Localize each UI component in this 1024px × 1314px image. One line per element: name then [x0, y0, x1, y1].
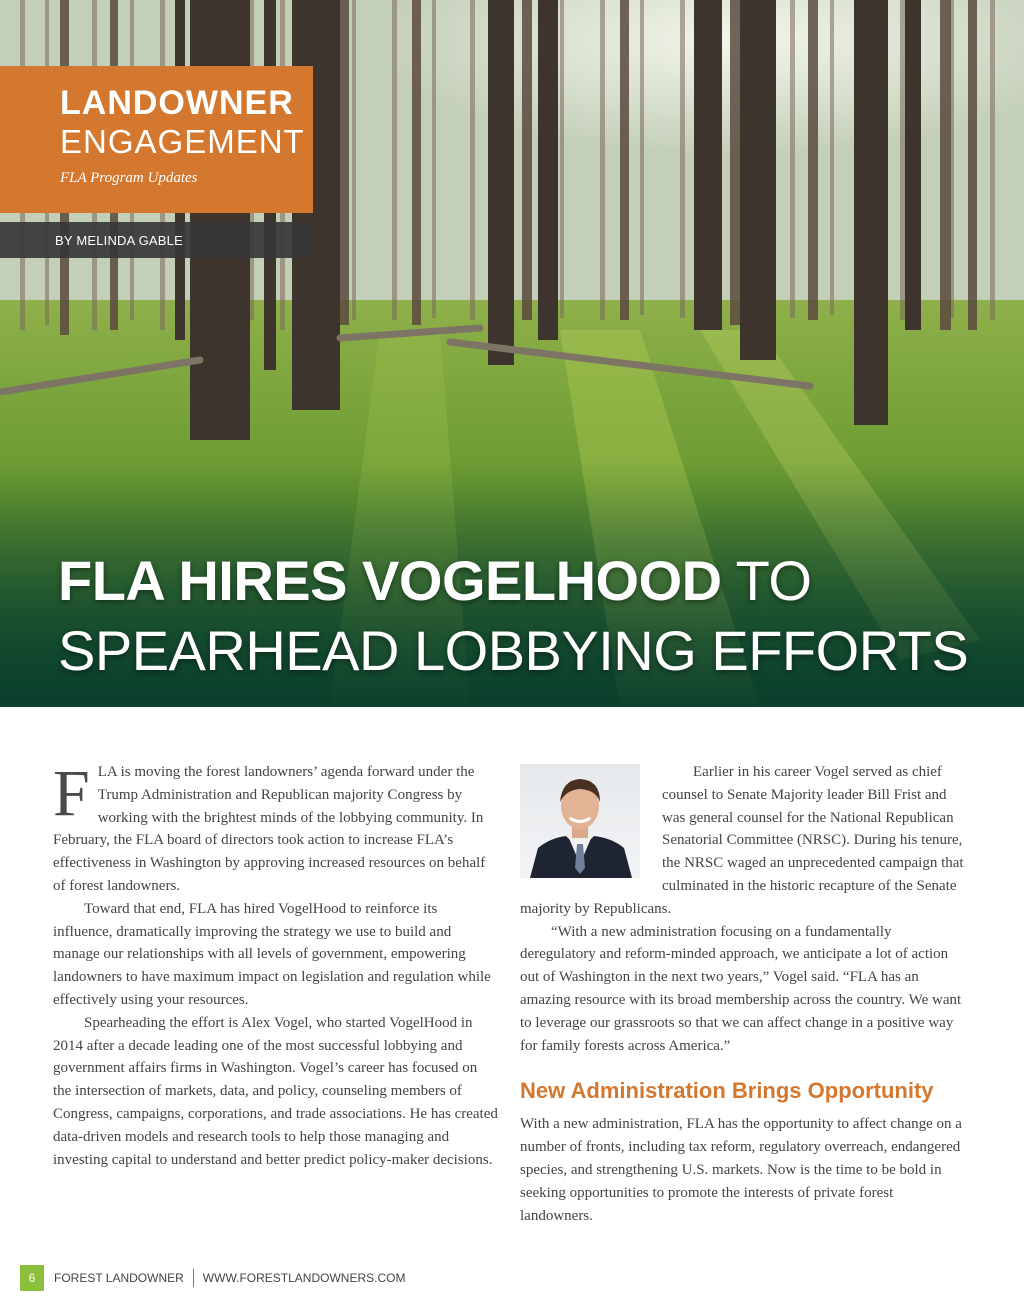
- article-paragraph: Earlier in his career Vogel served as chief counsel to Senate Majority leader Bill Frist and was general counsel for the National Republican Senatorial Committee (NRSC). During his tenure, the NRSC waged an unprecedented campaign that culminated in the historic recapture of the Senate majority by Republicans.: [520, 764, 964, 917]
- article-paragraph: With a new administration, FLA has the opportunity to affect change on a number of fronts, including tax reform, regulatory overreach, endangered species, and strengthening U.S. markets. Now is the time to be bold in seeking opportunities to promote the interests of private forest landowners.: [520, 1116, 962, 1224]
- headline-bold-part: FLA HIRES VOGELHOOD: [58, 549, 722, 612]
- article-column-left: [53, 757, 499, 1171]
- paragraph-text: LA is moving the forest landowners’ agenda forward under the Trump Administration and Republican majority Congress by working with the brightest minds of the lobbying community. In February, the FLA board of directors took action to increase FLA’s effectiveness in Washington by approving increased resources on behalf of forest landowners.: [53, 764, 486, 894]
- article-headline: [58, 546, 998, 686]
- kicker-title-line1: LANDOWNER: [60, 84, 294, 122]
- article-paragraph: Toward that end, FLA has hired VogelHood to reinforce its influence, dramatically improving the strategy we use to build and manage our relationships with all levels of government, empowering landowners to have maximum impact on legislation and regulation while effectively using your resources.: [53, 900, 491, 1008]
- kicker-title-line2: ENGAGEMENT: [60, 123, 305, 160]
- article-paragraph: Spearheading the effort is Alex Vogel, who started VogelHood in 2014 after a decade leading one of the most successful lobbying and government affairs firms in Washington. Vogel’s career has focused on the intersection of markets, data, and policy, counseling members of Congress, campaigns, corporations, and trade associations. He has created data-driven models and research tools to help those managing and investing capital to understand and better predict policy-maker decisions.: [53, 1014, 498, 1168]
- section-kicker: [0, 66, 313, 213]
- website-link[interactable]: WWW.FORESTLANDOWNERS.COM: [202, 1271, 406, 1285]
- alex-vogel-portrait: [520, 764, 640, 878]
- headline-line2: SPEARHEAD LOBBYING EFFORTS: [58, 619, 969, 682]
- drop-cap: F: [53, 757, 90, 830]
- portrait-illustration: [520, 764, 640, 878]
- article-paragraph: “With a new administration focusing on a fundamentally deregulatory and reform-minded approach, we anticipate a lot of action out of Washington in the next two years,” Vogel said. “FLA has an amazing resource with its broad membership across the country. We want to leverage our grassroots so that we can affect change in a positive way for family forests across America.”: [520, 923, 962, 1054]
- kicker-subtitle: FLA Program Updates: [60, 170, 198, 186]
- page-footer: [20, 1265, 405, 1291]
- headline-line1: [58, 546, 998, 616]
- article-column-right: [520, 761, 966, 1227]
- article-paragraph: [53, 757, 499, 898]
- footer-divider: [193, 1269, 194, 1287]
- headline-light-part: TO: [721, 549, 812, 612]
- publication-name: FOREST LANDOWNER: [54, 1271, 184, 1285]
- section-subheading: New Administration Brings Opportunity: [520, 1078, 934, 1104]
- page-number-badge: 6: [20, 1265, 44, 1291]
- byline: BY MELINDA GABLE: [0, 222, 313, 258]
